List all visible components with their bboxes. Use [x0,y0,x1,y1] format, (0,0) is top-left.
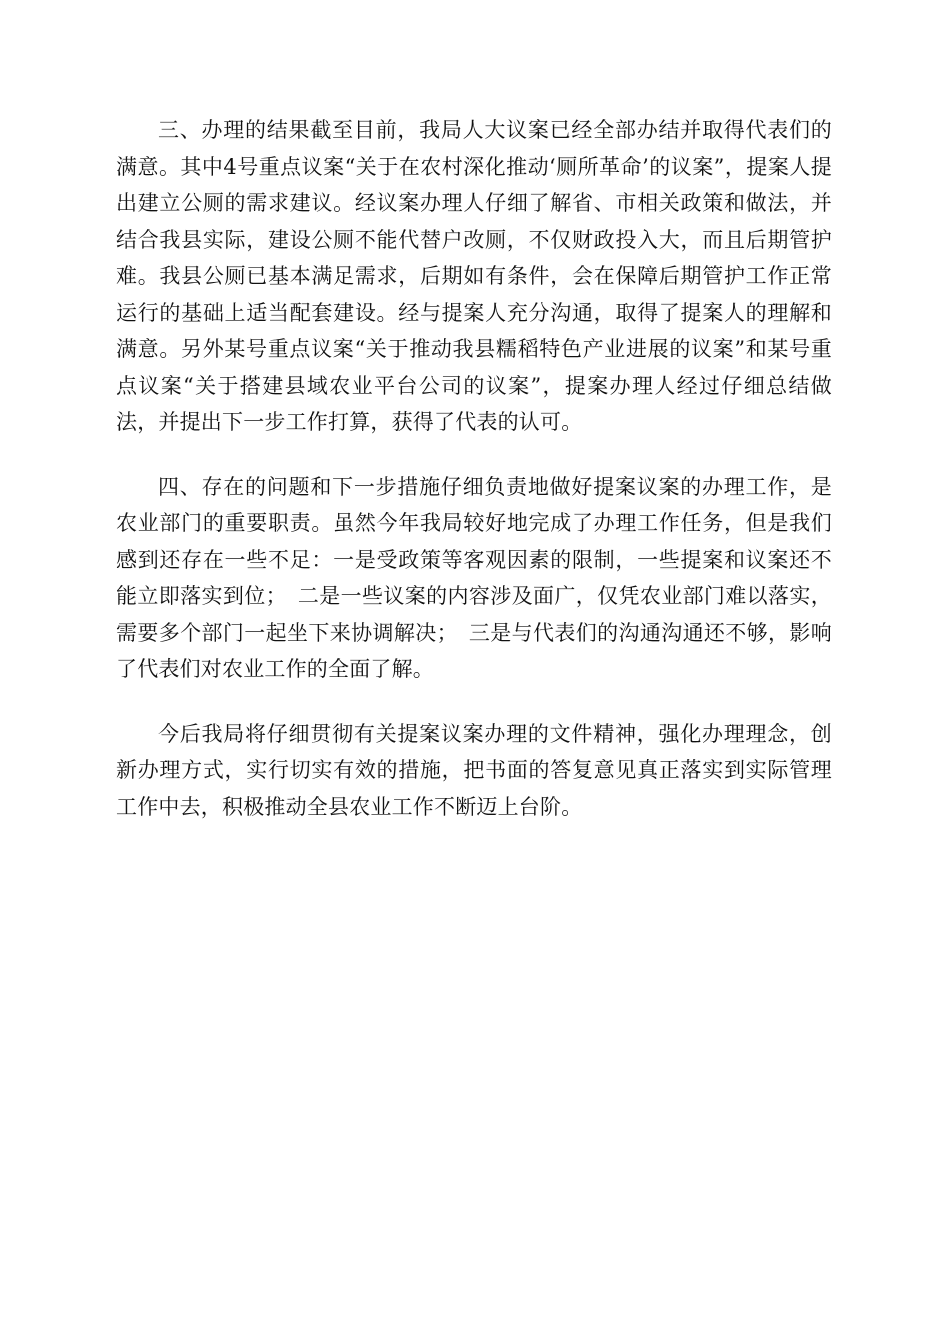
paragraph-results: 三、办理的结果截至目前，我局人大议案已经全部办结并取得代表们的满意。其中4号重点议案“关于在农村深化推动‘厕所革命’的议案”，提案人提出建立公厕的需求建议。经议案办理人仔细了解省、市相关政策和做法，并结合我县实际，建设公厕不能代替户改厕，不仅财政投入大，而且后期管护难。我县公厕已基本满足需求，后期如有条件，会在保障后期管护工作正常运行的基础上适当配套建设。经与提案人充分沟通，取得了提案人的理解和满意。另外某号重点议案“关于推动我县糯稻特色产业进展的议案”和某号重点议案“关于搭建县域农业平台公司的议案”，提案办理人经过仔细总结做法，并提出下一步工作打算，获得了代表的认可。 [116,118,832,434]
paragraph-future-plans: 今后我局将仔细贯彻有关提案议案办理的文件精神，强化办理理念，创新办理方式，实行切实有效的措施，把书面的答复意见真正落实到实际管理工作中去，积极推动全县农业工作不断迈上台阶。 [116,721,832,819]
paragraph-problems-measures: 四、存在的问题和下一步措施仔细负责地做好提案议案的办理工作，是农业部门的重要职责。虽然今年我局较好地完成了办理工作任务，但是我们感到还存在一些不足：一是受政策等客观因素的限制，一些提案和议案还不能立即落实到位； 二是一些议案的内容涉及面广，仅凭农业部门难以落实，需要多个部门一起坐下来协调解决； 三是与代表们的沟通沟通还不够，影响了代表们对农业工作的全面了解。 [116,474,832,681]
document-body [116,112,832,825]
